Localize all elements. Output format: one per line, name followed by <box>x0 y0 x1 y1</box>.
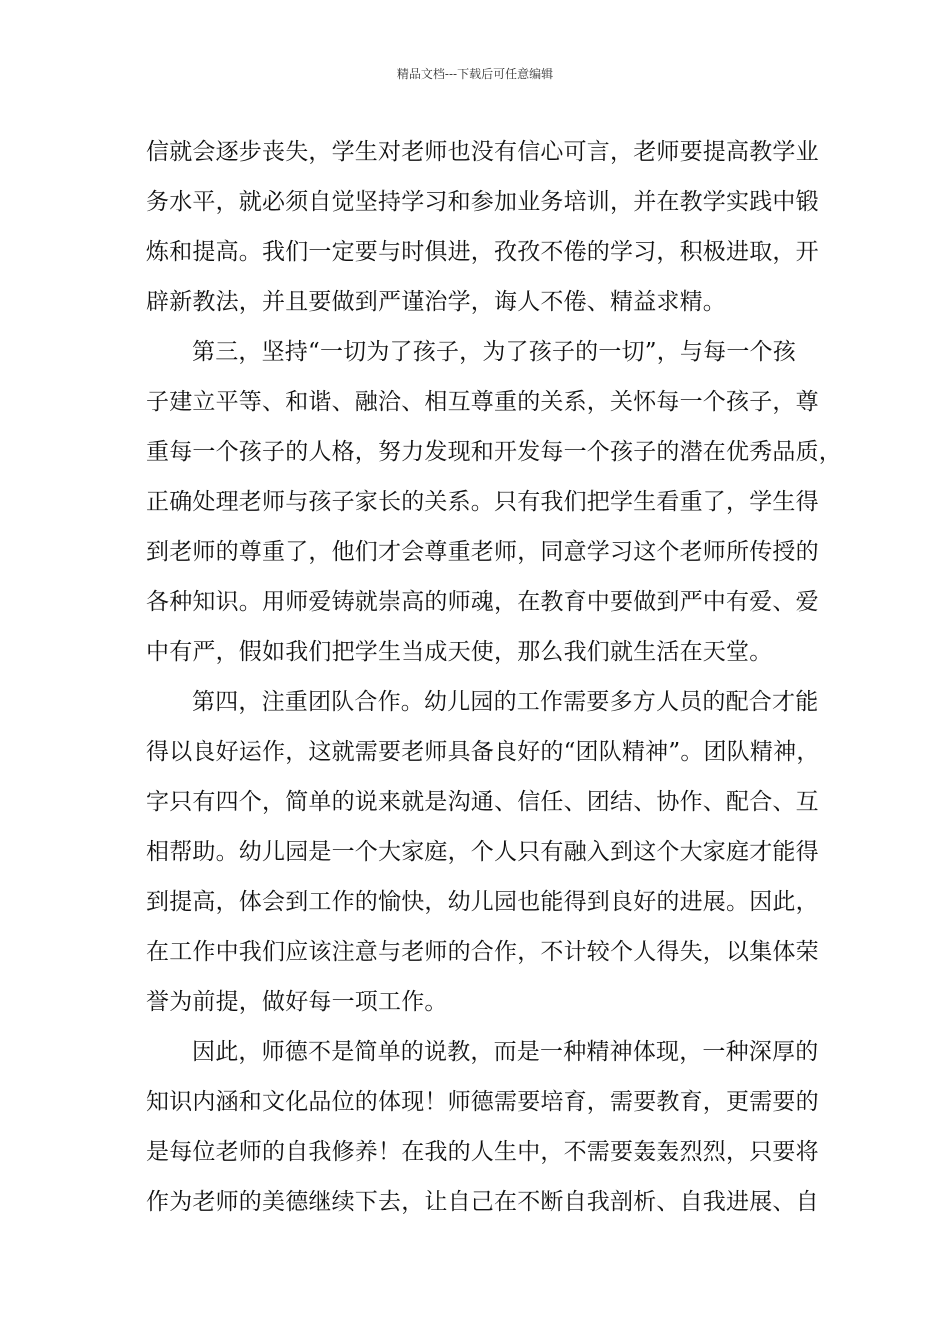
paragraph-first-line: 因此，师德不是简单的说教，而是一种精神体现，一种深厚的 <box>192 1039 819 1065</box>
text-line: 誉为前提，做好每一项工作。 <box>146 989 448 1015</box>
text-line: 各种知识。用师爱铸就崇高的师魂，在教育中要做到严中有爱、爱 <box>146 589 819 615</box>
text-line: 得以良好运作，这就需要老师具备良好的“团队精神”。团队精神， <box>146 739 820 765</box>
paragraph-first-line: 第四，注重团队合作。幼儿园的工作需要多方人员的配合才能 <box>192 689 819 715</box>
text-line: 作为老师的美德继续下去，让自己在不断自我剖析、自我进展、自 <box>146 1189 819 1215</box>
text-line: 务水平，就必须自觉坚持学习和参加业务培训，并在教学实践中锻 <box>146 189 819 215</box>
paragraph-first-line: 第三，坚持“一切为了孩子，为了孩子的一切”，与每一个孩 <box>192 339 796 365</box>
document-body <box>146 130 842 1230</box>
text-line: 重每一个孩子的人格，努力发现和开发每一个孩子的潜在优秀品质， <box>146 439 842 465</box>
text-line: 辟新教法，并且要做到严谨治学，诲人不倦、精益求精。 <box>146 289 726 315</box>
text-line: 到老师的尊重了，他们才会尊重老师，同意学习这个老师所传授的 <box>146 539 819 565</box>
text-line: 炼和提高。我们一定要与时俱进，孜孜不倦的学习，积极进取，开 <box>146 239 819 265</box>
text-line: 子建立平等、和谐、融洽、相互尊重的关系，关怀每一个孩子，尊 <box>146 389 819 415</box>
text-line: 是每位老师的自我修养！在我的人生中，不需要轰轰烈烈，只要将 <box>146 1139 819 1165</box>
text-line: 到提高，体会到工作的愉快，幼儿园也能得到良好的进展。因此， <box>146 889 819 915</box>
text-line: 在工作中我们应该注意与老师的合作，不计较个人得失，以集体荣 <box>146 939 819 965</box>
text-line: 相帮助。幼儿园是一个大家庭，个人只有融入到这个大家庭才能得 <box>146 839 819 865</box>
text-line: 信就会逐步丧失，学生对老师也没有信心可言，老师要提高教学业 <box>146 139 819 165</box>
page-header: 精品文档---下载后可任意编辑 <box>396 67 554 81</box>
text-line: 知识内涵和文化品位的体现！师德需要培育，需要教育，更需要的 <box>146 1089 819 1115</box>
text-line: 字只有四个，简单的说来就是沟通、信任、团结、协作、配合、互 <box>146 789 819 815</box>
text-line: 正确处理老师与孩子家长的关系。只有我们把学生看重了，学生得 <box>146 489 819 515</box>
text-line: 中有严，假如我们把学生当成天使，那么我们就生活在天堂。 <box>146 639 773 665</box>
